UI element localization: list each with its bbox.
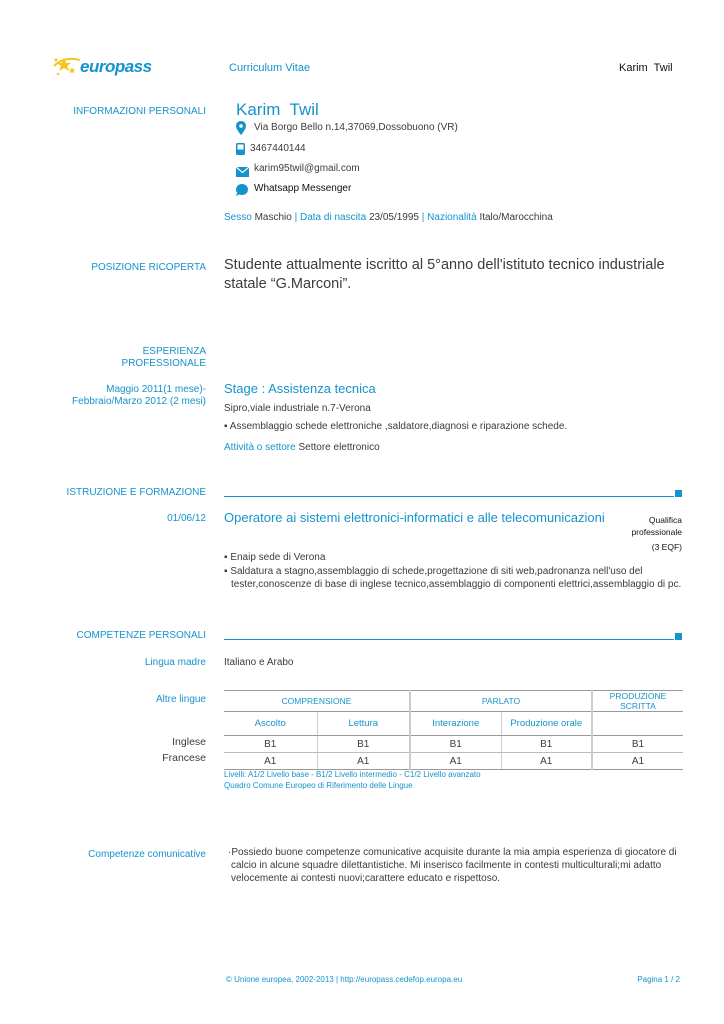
address: Via Borgo Bello n.14,37069,Dossobuono (VR) <box>254 122 458 133</box>
section-position-label: POSIZIONE RICOPERTA <box>91 262 206 273</box>
personal-details-line <box>224 211 553 224</box>
language-name-inglese: Inglese <box>172 736 206 748</box>
level-cell: B1 <box>224 736 317 753</box>
sub-lettura: Lettura <box>317 712 410 736</box>
birth-label: Data di nascita <box>300 212 367 223</box>
sub-produzione-orale: Produzione orale <box>501 712 592 736</box>
level-cell: B1 <box>592 736 683 753</box>
messenger: Whatsapp Messenger <box>254 183 352 194</box>
mother-tongue-value: Italiano e Arabo <box>224 657 294 668</box>
position-text: Studente attualmente iscritto al 5°anno dell'istituto tecnico industriale statale “G.Marconi”. <box>224 257 665 292</box>
chat-bubble-icon <box>236 183 248 201</box>
section-education-label: ISTRUZIONE E FORMAZIONE <box>66 487 206 498</box>
education-date: 01/06/12 <box>167 513 206 524</box>
table-row <box>224 736 683 753</box>
phone: 3467440144 <box>250 143 306 154</box>
level-cell: A1 <box>501 753 592 770</box>
sector-label: Attività o settore <box>224 442 296 453</box>
level-cell: A1 <box>592 753 683 770</box>
sub-empty <box>592 712 683 736</box>
sub-ascolto: Ascolto <box>224 712 317 736</box>
section-skills-label: COMPETENZE PERSONALI <box>76 630 206 641</box>
levels-note-2: Quadro Comune Europeo di Riferimento delle Lingue <box>224 781 413 790</box>
table-row <box>224 753 683 770</box>
location-pin-icon <box>236 121 246 140</box>
sector-value: Settore elettronico <box>298 442 380 453</box>
email-icon <box>236 164 249 182</box>
level-cell: A1 <box>410 753 501 770</box>
europass-logo <box>50 52 160 82</box>
header-comprensione: COMPRENSIONE <box>224 691 410 712</box>
birth-value: 23/05/1995 <box>368 212 419 223</box>
experience-dates-2: Febbraio/Marzo 2012 (2 mesi) <box>72 396 206 407</box>
communication-skills-label: Competenze comunicative <box>88 849 206 860</box>
qualification-line-2: professionale <box>631 527 682 537</box>
table-header-row <box>224 691 683 712</box>
level-cell: B1 <box>501 736 592 753</box>
language-name-francese: Francese <box>162 752 206 764</box>
qualification-line-1: Qualifica <box>648 515 682 525</box>
education-bullet-1: ▪ Enaip sede di Verona <box>224 552 326 563</box>
email[interactable]: karim95twil@gmail.com <box>254 163 360 174</box>
section-divider <box>224 496 674 497</box>
experience-title: Stage : Assistenza tecnica <box>224 381 376 396</box>
logo-stars-icon <box>50 52 84 80</box>
other-languages-label: Altre lingue <box>155 694 206 705</box>
header-parlato: PARLATO <box>410 691 592 712</box>
header-name: Karim Twil <box>619 62 673 74</box>
separator: | <box>294 212 298 223</box>
sub-interazione: Interazione <box>410 712 501 736</box>
communication-skills-text: ·Possiedo buone competenze comunicative acquisite durante la mia ampia esperienza di giocatore di calcio in alcune squadre dilettantistiche. Mi inserisco facilmente in contesti multiculturali;mi adatto velocemente ai contesti nuovi;carattere educato e rispettoso. <box>228 847 677 884</box>
level-cell: A1 <box>317 753 410 770</box>
section-personal-label: INFORMAZIONI PERSONALI <box>73 106 206 117</box>
education-qualification <box>610 514 682 553</box>
level-cell: A1 <box>224 753 317 770</box>
doc-title: Curriculum Vitae <box>229 62 311 74</box>
languages-table <box>224 690 683 770</box>
levels-note-1: Livelli: A1/2 Livello base - B1/2 Livello intermedio - C1/2 Livello avanzato <box>224 770 481 779</box>
sex-value: Maschio <box>254 212 292 223</box>
experience-sector-line <box>224 441 380 454</box>
level-cell: B1 <box>410 736 501 753</box>
experience-dates-1: Maggio 2011(1 mese)- <box>106 384 206 395</box>
section-divider-square <box>675 633 682 640</box>
logo-text: europass <box>80 57 152 76</box>
sex-label: Sesso <box>224 212 252 223</box>
mother-tongue-label: Lingua madre <box>144 657 206 668</box>
table-subheader-row <box>224 712 683 736</box>
education-bullet-2: ▪ Saldatura a stagno,assemblaggio di schede,progettazione di siti web,padronanza nell'uso del tester,conoscenze di base di inglese tecnico,assemblaggio di componenti elettrici,assemblaggio di pc. <box>224 566 682 590</box>
level-cell: B1 <box>317 736 410 753</box>
footer-page-number: Pagina 1 / 2 <box>637 975 680 984</box>
education-title: Operatore ai sistemi elettronici-informatici e alle telecomunicazioni <box>224 510 605 525</box>
section-divider-square <box>675 490 682 497</box>
section-experience-label-1: ESPERIENZA <box>142 346 206 357</box>
nationality-label: Nazionalità <box>427 212 477 223</box>
separator: | <box>421 212 425 223</box>
phone-icon <box>236 142 245 160</box>
section-divider <box>224 639 674 640</box>
experience-place: Sipro,viale industriale n.7-Verona <box>224 403 371 414</box>
nationality-value: Italo/Marocchina <box>479 212 553 223</box>
experience-bullet: ▪ Assemblaggio schede elettroniche ,saldatore,diagnosi e riparazione schede. <box>224 421 568 432</box>
header-produzione: PRODUZIONE SCRITTA <box>592 691 683 712</box>
footer-copyright: © Unione europea, 2002-2013 | http://europass.cedefop.europa.eu <box>226 975 463 984</box>
section-experience-label-2: PROFESSIONALE <box>121 358 206 369</box>
qualification-line-3: (3 EQF) <box>651 542 682 552</box>
person-name: Karim Twil <box>236 100 319 119</box>
